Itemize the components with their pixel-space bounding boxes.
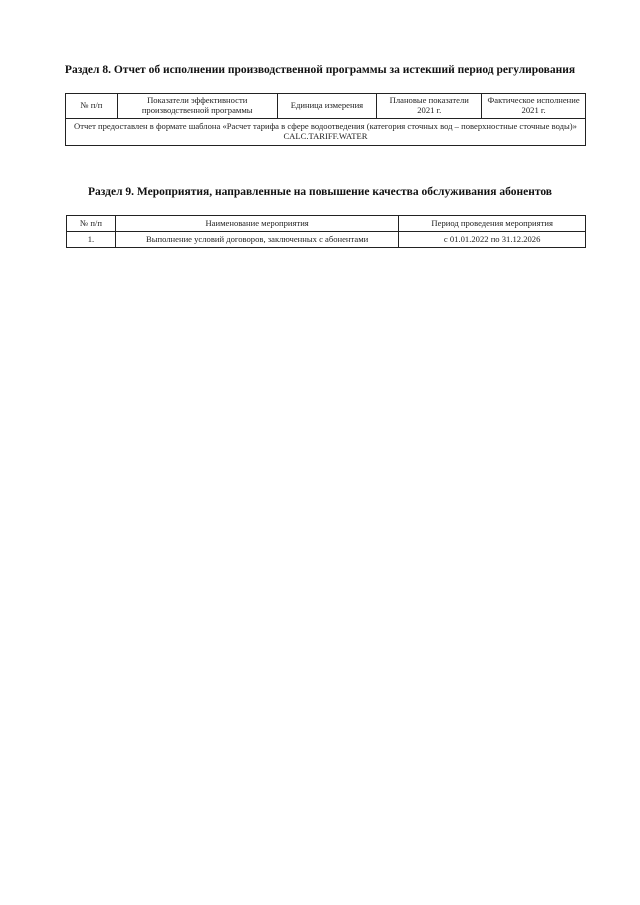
section-8-note-row <box>66 119 586 146</box>
section-8-table <box>65 93 586 146</box>
section-8-title: Раздел 8. Отчет об исполнении производственной программы за истекший период регулирования <box>64 64 576 76</box>
section-9-header-row <box>67 216 586 232</box>
section-9-header-number: № п/п <box>67 216 116 232</box>
section-8-header-indicators: Показатели эффективности производственной программы <box>117 94 277 119</box>
section-8-header-number: № п/п <box>66 94 118 119</box>
section-9-row-name: Выполнение условий договоров, заключенных с абонентами <box>115 232 398 248</box>
section-9-header-name: Наименование мероприятия <box>115 216 398 232</box>
section-9-table <box>66 215 586 248</box>
section-9-title: Раздел 9. Мероприятия, направленные на повышение качества обслуживания абонентов <box>87 186 552 198</box>
section-8-header-actual: Фактическое исполнение 2021 г. <box>482 94 586 119</box>
table-row <box>67 232 586 248</box>
section-8-note: Отчет предоставлен в формате шаблона «Расчет тарифа в сфере водоотведения (категория сточных вод – поверхностные сточные воды)» CALC.TARIFF.WATER <box>66 119 586 146</box>
section-9-row-period: с 01.01.2022 по 31.12.2026 <box>399 232 586 248</box>
section-9-header-period: Период проведения мероприятия <box>399 216 586 232</box>
section-8-header-unit: Единица измерения <box>277 94 377 119</box>
section-9-row-number: 1. <box>67 232 116 248</box>
section-8-header-planned: Плановые показатели 2021 г. <box>377 94 482 119</box>
section-8-header-row <box>66 94 586 119</box>
